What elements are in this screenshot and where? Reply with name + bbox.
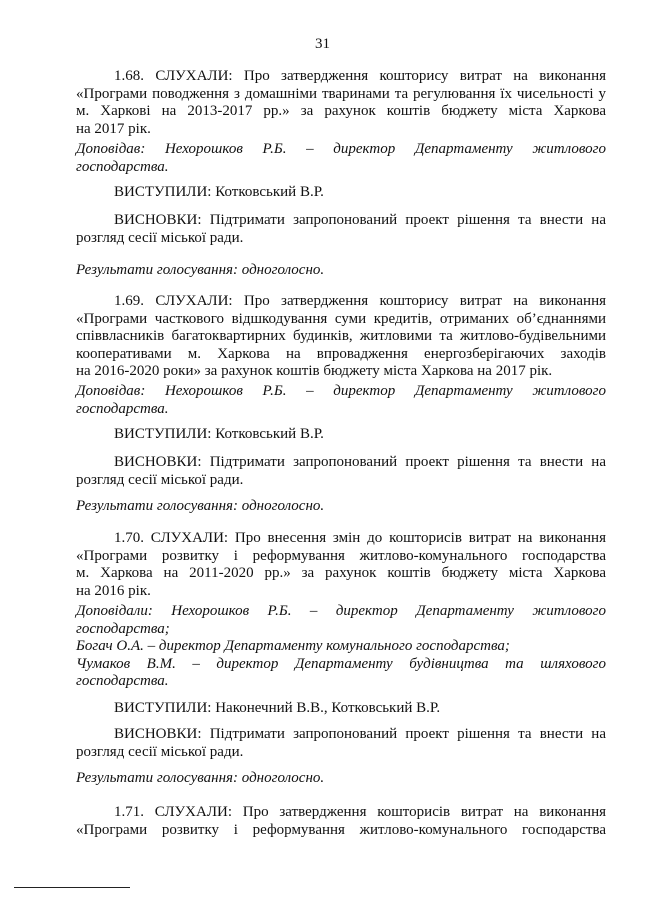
item-1-68-speaker bbox=[76, 141, 606, 176]
text-line: на 2016 рік. bbox=[76, 582, 151, 599]
item-1-69-heading bbox=[76, 293, 606, 381]
text-line: Чумаков В.М. – директор Департаменту будівництва та шляхового bbox=[76, 655, 606, 672]
text-line: кооперативами м. Харкова на впровадження енергозберігаючих заходів bbox=[76, 345, 606, 362]
text-line: співвласників багатоквартирних будинків, житловими та житлово-будівельними bbox=[76, 328, 606, 345]
text-line: 1.70. СЛУХАЛИ: Про внесення змін до кошторисів витрат на виконання bbox=[114, 530, 606, 546]
text-line: господарства; bbox=[76, 620, 170, 637]
item-1-69-conclusion bbox=[76, 454, 606, 489]
text-line: «Програми поводження з домашніми тваринами та регулювання їх чисельності у bbox=[76, 85, 606, 102]
text-line: на 2017 рік. bbox=[76, 120, 151, 137]
footnote-divider bbox=[14, 887, 130, 888]
text-line: «Програми розвитку і реформування житлово-комунального господарства bbox=[76, 547, 606, 564]
item-1-69-speakers: ВИСТУПИЛИ: Котковський В.Р. bbox=[114, 426, 324, 442]
text-line: 1.71. СЛУХАЛИ: Про затвердження кошторисів витрат на виконання bbox=[114, 804, 606, 820]
item-1-70-speakers: ВИСТУПИЛИ: Наконечний В.В., Котковський В.Р. bbox=[114, 700, 441, 716]
item-1-68-vote: Результати голосування: одноголосно. bbox=[76, 262, 325, 278]
item-1-69-speaker bbox=[76, 383, 606, 418]
text-line: «Програми часткового відшкодування суми кредитів, отриманих об’єднаннями bbox=[76, 310, 606, 327]
text-line: господарства. bbox=[76, 673, 169, 690]
text-line: господарства. bbox=[76, 158, 169, 175]
item-1-71-heading bbox=[76, 804, 606, 839]
item-1-70-heading bbox=[76, 530, 606, 600]
item-1-70-vote: Результати голосування: одноголосно. bbox=[76, 770, 325, 786]
text-line: м. Харкова на 2011-2020 рр.» за рахунок коштів бюджету міста Харкова bbox=[76, 565, 606, 582]
text-line: 1.69. СЛУХАЛИ: Про затвердження кошторису витрат на виконання bbox=[114, 293, 606, 309]
text-line: ВИСНОВКИ: Підтримати запропонований проект рішення та внести на bbox=[114, 726, 606, 742]
item-1-68-conclusion bbox=[76, 212, 606, 247]
text-line: Доповідав: Нехорошков Р.Б. – директор Департаменту житлового bbox=[76, 383, 606, 399]
text-line: 1.68. СЛУХАЛИ: Про затвердження кошторису витрат на виконання bbox=[114, 68, 606, 84]
item-1-68-speakers: ВИСТУПИЛИ: Котковський В.Р. bbox=[114, 184, 324, 200]
text-line: ВИСНОВКИ: Підтримати запропонований проект рішення та внести на bbox=[114, 454, 606, 470]
page-number: 31 bbox=[315, 36, 330, 52]
text-line: розгляд сесії міської ради. bbox=[76, 229, 244, 246]
item-1-70-conclusion bbox=[76, 726, 606, 761]
item-1-68-heading bbox=[76, 68, 606, 138]
text-line: «Програми розвитку і реформування житлово-комунального господарства bbox=[76, 821, 606, 838]
text-line: Доповідали: Нехорошков Р.Б. – директор Департаменту житлового bbox=[76, 603, 606, 619]
text-line: ВИСНОВКИ: Підтримати запропонований проект рішення та внести на bbox=[114, 212, 606, 228]
item-1-70-speaker bbox=[76, 603, 606, 691]
text-line: Богач О.А. – директор Департаменту комунального господарства; bbox=[76, 638, 510, 655]
text-line: Доповідав: Нехорошков Р.Б. – директор Департаменту житлового bbox=[76, 141, 606, 157]
text-line: розгляд сесії міської ради. bbox=[76, 471, 244, 488]
item-1-69-vote: Результати голосування: одноголосно. bbox=[76, 498, 325, 514]
text-line: на 2016-2020 роки» за рахунок коштів бюджету міста Харкова на 2017 рік. bbox=[76, 363, 553, 380]
text-line: м. Харкові на 2013-2017 рр.» за рахунок коштів бюджету міста Харкова bbox=[76, 103, 606, 120]
text-line: розгляд сесії міської ради. bbox=[76, 743, 244, 760]
text-line: господарства. bbox=[76, 400, 169, 417]
